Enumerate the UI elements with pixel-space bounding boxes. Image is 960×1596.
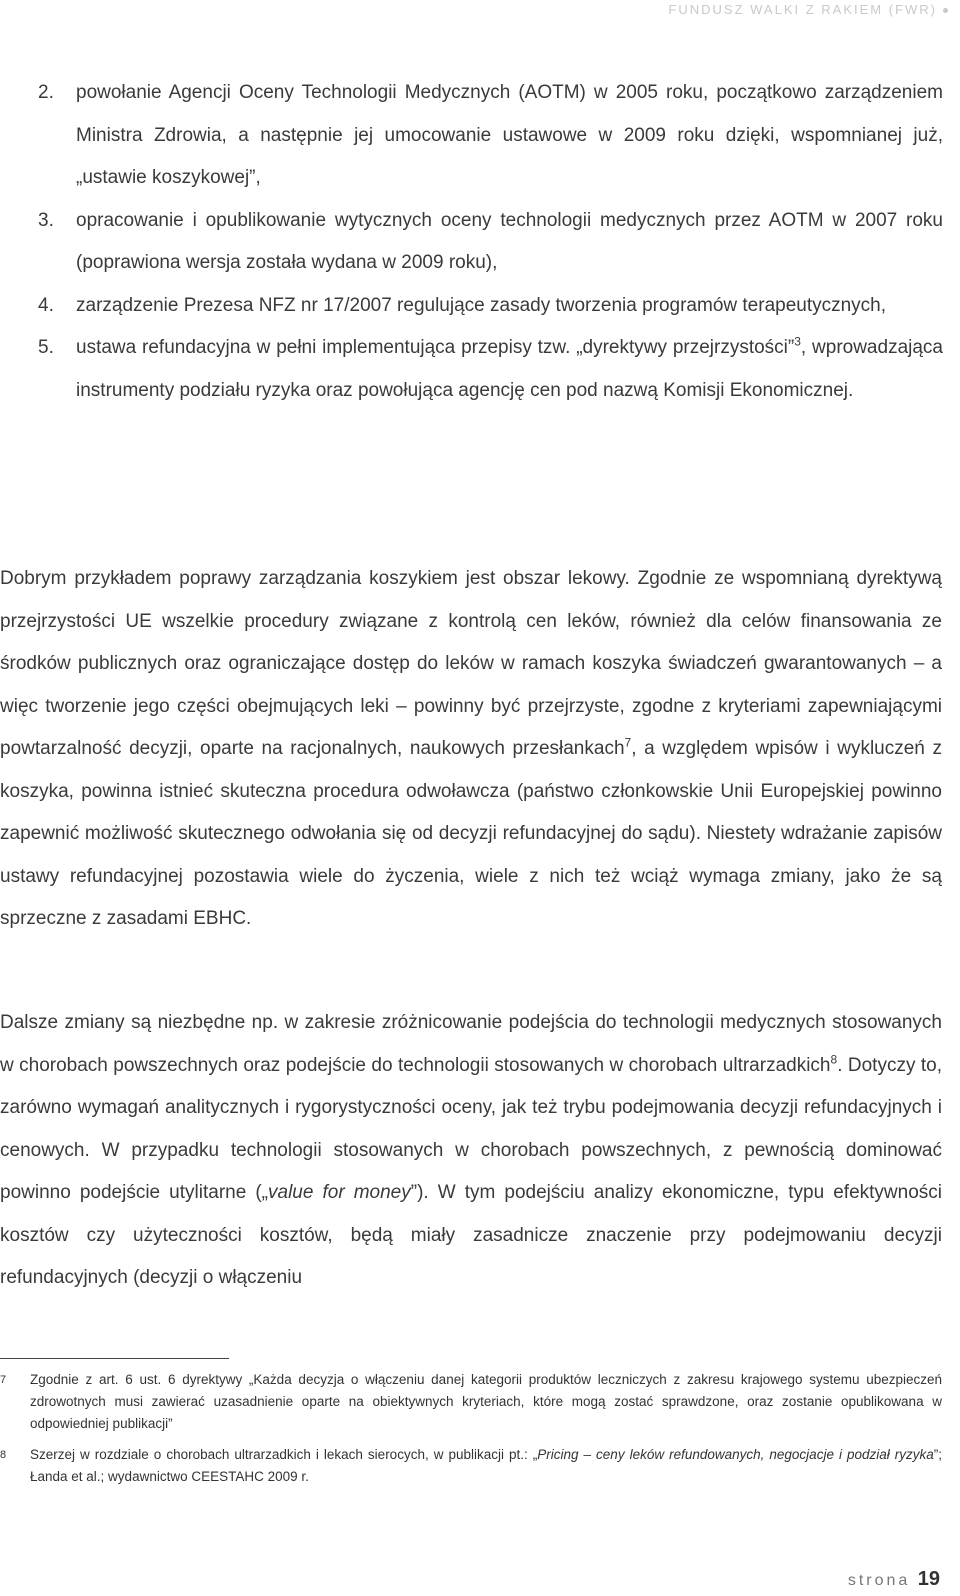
paragraph-text: Dalsze zmiany są niezbędne np. w zakresie zróżnicowanie podejścia do technologii medycznych stosowanych w chorobach powszechnych oraz podejście do technologii stosowanych w chorobach ultrarzadkich: [0, 1012, 942, 1076]
footnote-ref: 8: [830, 1052, 838, 1067]
list-item: [38, 200, 943, 285]
page-label: strona: [847, 1572, 911, 1589]
paragraph-text: Dobrym przykładem poprawy zarządzania koszykiem jest obszar lekowy. Zgodnie ze wspomnianą dyrektywą przejrzystości UE wszelkie procedury związane z kontrolą cen leków, również dla celów finansowania ze środków publicznych oraz ograniczające dostęp do leków w ramach koszyka świadczeń gwarantowanych – a więc tworzenie jego części obejmujących leki – powinny być przejrzyste, zgodne z kryteriami zapewniającymi powtarzalność decyzji, oparte na racjonalnych, naukowych przesłankach: [0, 568, 942, 759]
list-number: 4.: [38, 294, 54, 316]
paragraph-text: , a względem wpisów i wykluczeń z koszyka, powinna istnieć skuteczna procedura odwoławcza (państwo członkowskie Unii Europejskiej powinno zapewnić możliwość skutecznego odwołania się od decyzji refundacyjnej do sądu). Niestety wdrażanie zapisów ustawy refundacyjnej pozostawia wiele do życzenia, wiele z nich też wciąż wymaga zmiany, jako że są sprzeczne z zasadami EBHC.: [0, 738, 942, 929]
footnote-text: Zgodnie z art. 6 ust. 6 dyrektywy „Każda decyzja o włączeniu danej kategorii produktów leczniczych z zakresu krajowego systemu ubezpieczeń zdrowotnych musi zawierać uzasadnienie oparte na obiektywnych kryteriach, które mogą zostać sprawdzone, oraz zostanie opublikowana w odpowiedniej publikacji”: [30, 1372, 942, 1431]
list-text: zarządzenie Prezesa NFZ nr 17/2007 regulujące zasady tworzenia programów terapeutycznych,: [76, 294, 887, 316]
italic-text: Pricing – ceny leków refundowanych, negocjacje i podział ryzyka: [537, 1447, 934, 1462]
list-item: [38, 327, 943, 412]
list-text: , wprowadzająca instrumenty podziału ryzyka oraz powołująca agencję cen pod nazwą Komisji Ekonomicznej.: [76, 337, 943, 401]
list-text: ustawa refundacyjna w pełni implementująca przepisy tzw. „dyrektywy przejrzystości”: [76, 337, 795, 358]
numbered-list: [38, 72, 943, 412]
list-number: 5.: [38, 337, 54, 358]
page-footer: [848, 1568, 940, 1591]
header-title: FUNDUSZ WALKI Z RAKIEM (FWR): [668, 2, 937, 17]
footnote-text-part: Szerzej w rozdziale o chorobach ultrarzadkich i lekach sierocych, w publikacji pt.: „: [30, 1447, 538, 1462]
paragraph-text: ”). W tym podejściu analizy ekonomiczne, typu efektywności kosztów czy użyteczności kosztów, będą miały zasadnicze znaczenie przy podejmowaniu decyzji refundacyjnych (decyzji o włączeniu: [0, 1182, 942, 1288]
list-item: [38, 285, 943, 328]
footnote-number: 7: [0, 1374, 7, 1386]
list-text: powołanie Agencji Oceny Technologii Medycznych (AOTM) w 2005 roku, początkowo zarządzeniem Ministra Zdrowia, a następnie jej umocowanie ustawowe w 2009 roku dzięki, wspomnianej już, „ustawie koszykowej”,: [76, 82, 943, 188]
body-paragraph: [0, 558, 942, 941]
page-number: 19: [917, 1568, 940, 1590]
footnote-ref: 7: [624, 735, 632, 750]
list-number: 2.: [38, 82, 54, 103]
footnote-ref: 3: [794, 334, 801, 349]
footnote: [0, 1369, 942, 1435]
running-header: [668, 2, 948, 17]
list-text: opracowanie i opublikowanie wytycznych oceny technologii medycznych przez AOTM w 2007 roku (poprawiona wersja została wydana w 2009 roku),: [76, 209, 943, 273]
italic-text: value for money: [268, 1182, 411, 1203]
list-number: 3.: [38, 209, 54, 231]
bullet-icon: [943, 8, 948, 13]
list-item: [38, 72, 943, 200]
footnote-text-part: ”; Łanda et al.; wydawnictwo CEESTAHC 2009 r.: [30, 1447, 942, 1484]
footnote-divider: [0, 1358, 229, 1359]
footnote-text: [30, 1444, 942, 1488]
body-paragraph: [0, 1002, 942, 1300]
footnote: [0, 1444, 942, 1488]
footnote-number: 8: [0, 1449, 7, 1461]
paragraph-text: . Dotyczy to, zarówno wymagań analitycznych i rygorystyczności oceny, jak też trybu podejmowania decyzji refundacyjnych i cenowych. W przypadku technologii stosowanych w chorobach powszechnych, z pewnością dominować powinno podejście utylitarne („: [0, 1054, 942, 1203]
